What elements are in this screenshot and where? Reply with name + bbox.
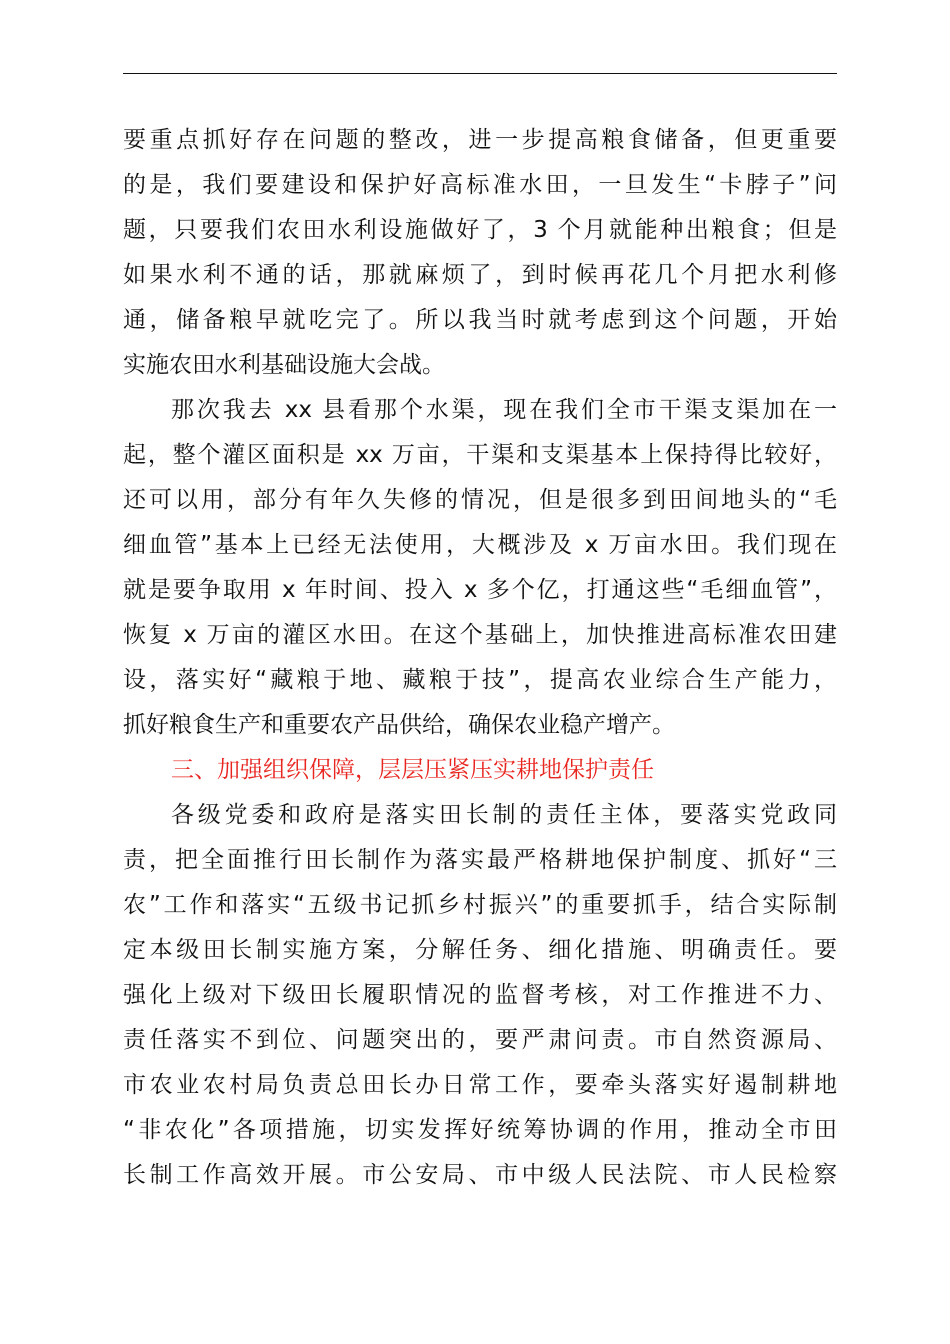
text-line: 定本级田长制实施方案，分解任务、细化措施、明确责任。要 [123,937,837,963]
text-line: 抓好粮食生产和重要农产品供给，确保农业稳产增产。 [123,712,675,738]
document-body [123,118,837,1198]
text-line: 还可以用，部分有年久失修的情况，但是很多到田间地头的“毛 [123,487,837,513]
text-line: 题，只要我们农田水利设施做好了，3 个月就能种出粮食；但是 [123,217,837,243]
text-line: 强化上级对下级田长履职情况的监督考核，对工作推进不力、 [123,982,837,1008]
text-line: 通，储备粮早就吃完了。所以我当时就考虑到这个问题，开始 [123,307,837,333]
text-line: 那次我去 xx 县看那个水渠，现在我们全市干渠支渠加在一 [171,397,837,423]
text-line: 设，落实好“藏粮于地、藏粮于技”，提高农业综合生产能力， [123,667,837,693]
text-line: “非农化”各项措施，切实发挥好统筹协调的作用，推动全市田 [123,1117,837,1143]
text-line: 就是要争取用 x 年时间、投入 x 多个亿，打通这些“毛细血管”， [123,577,837,603]
text-line: 各级党委和政府是落实田长制的责任主体，要落实党政同 [171,802,837,828]
text-line: 实施农田水利基础设施大会战。 [123,352,445,378]
text-line: 的是，我们要建设和保护好高标准水田，一旦发生“卡脖子”问 [123,172,837,198]
text-line: 农”工作和落实“五级书记抓乡村振兴”的重要抓手，结合实际制 [123,892,837,918]
text-line: 市农业农村局负责总田长办日常工作，要牵头落实好遏制耕地 [123,1072,837,1098]
text-line: 责，把全面推行田长制作为落实最严格耕地保护制度、抓好“三 [123,847,837,873]
text-line: 起，整个灌区面积是 xx 万亩，干渠和支渠基本上保持得比较好， [123,442,837,468]
header-rule [123,73,837,74]
text-line: 要重点抓好存在问题的整改，进一步提高粮食储备，但更重要 [123,127,837,153]
text-line: 责任落实不到位、问题突出的，要严肃问责。市自然资源局、 [123,1027,837,1053]
section-heading: 三、加强组织保障，层层压紧压实耕地保护责任 [171,757,654,783]
text-line: 长制工作高效开展。市公安局、市中级人民法院、市人民检察 [123,1162,837,1188]
text-line: 恢复 x 万亩的灌区水田。在这个基础上，加快推进高标准农田建 [123,622,837,648]
text-line: 细血管”基本上已经无法使用，大概涉及 x 万亩水田。我们现在 [123,532,837,558]
text-line: 如果水利不通的话，那就麻烦了，到时候再花几个月把水利修 [123,262,837,288]
